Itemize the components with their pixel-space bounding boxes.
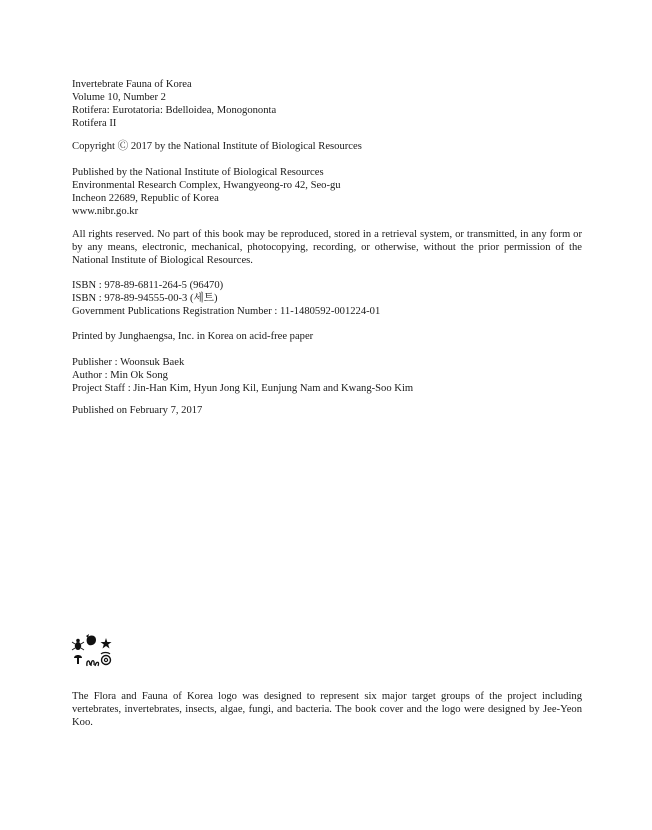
registration-number: Government Publications Registration Number : 11-1480592-001224-01: [72, 306, 381, 317]
logo-description-block: [72, 690, 582, 729]
address-line-2: Incheon 22689, Republic of Korea: [72, 193, 219, 204]
volume-number: Volume 10, Number 2: [72, 92, 166, 103]
publication-date: Published on February 7, 2017: [72, 405, 203, 416]
series-info: [72, 78, 582, 130]
printer-line: Printed by Junghaengsa, Inc. in Korea on acid-free paper: [72, 331, 314, 342]
rights-statement: All rights reserved. No part of this book may be reproduced, stored in a retrieval system, or transmitted, in any form or by any means, electronic, mechanical, photocopying, recording, or otherwise, without the prior permission of the National Institute of Biological Resources.: [72, 229, 582, 266]
isbn-line-1: ISBN : 978-89-6811-264-5 (96470): [72, 280, 224, 291]
staff-block: [72, 356, 582, 395]
series-title: Invertebrate Fauna of Korea: [72, 79, 192, 90]
taxon-line: Rotifera: Eurotatoria: Bdelloidea, Monogononta: [72, 105, 277, 116]
project-staff: Project Staff : Jin-Han Kim, Hyun Jong Kil, Eunjung Nam and Kwang-Soo Kim: [72, 383, 414, 394]
rights-block: [72, 228, 582, 267]
author-name: Author : Min Ok Song: [72, 370, 168, 381]
copyright-line: Copyright Ⓒ 2017 by the National Institute of Biological Resources: [72, 141, 362, 152]
publisher-line: Published by the National Institute of Biological Resources: [72, 167, 324, 178]
publication-date-block: [72, 404, 582, 417]
flora-fauna-logo-icon: [70, 632, 114, 672]
isbn-line-2: ISBN : 978-89-94555-00-3 (세트): [72, 293, 218, 304]
isbn-block: [72, 279, 582, 318]
book-subtitle: Rotifera II: [72, 118, 117, 129]
logo-description: The Flora and Fauna of Korea logo was designed to represent six major target groups of the project including vertebrates, invertebrates, insects, algae, fungi, and bacteria. The book cover and the logo were designed by Jee-Yeon Koo.: [72, 691, 582, 728]
copyright-block: [72, 140, 582, 153]
publisher-name: Publisher : Woonsuk Baek: [72, 357, 185, 368]
address-line-1: Environmental Research Complex, Hwangyeong-ro 42, Seo-gu: [72, 180, 341, 191]
website-link[interactable]: www.nibr.go.kr: [72, 206, 139, 217]
printer-block: [72, 330, 582, 343]
publisher-address-block: [72, 166, 582, 218]
